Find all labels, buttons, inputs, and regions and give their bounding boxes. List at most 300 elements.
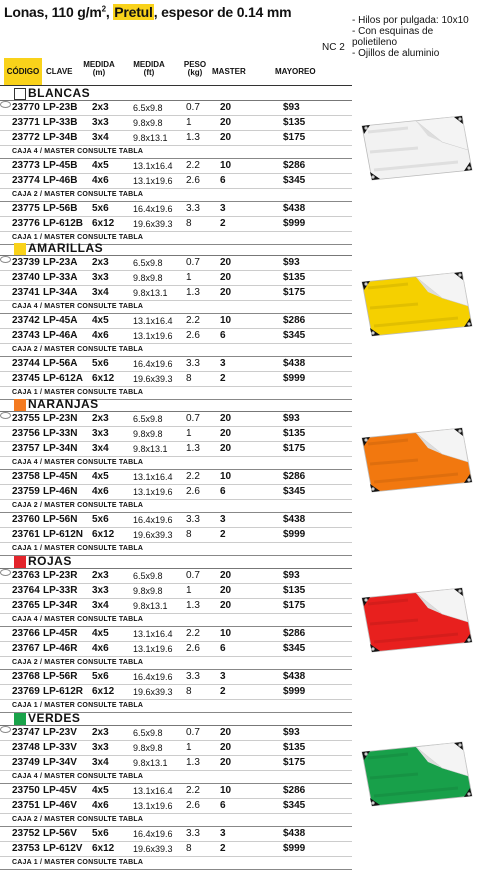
- tarp-image-amarillas: [358, 268, 476, 345]
- cell-medida-ft: 16.4x19.6: [133, 672, 173, 682]
- cell-master: 2: [220, 373, 226, 384]
- nc-label: NC 2: [322, 42, 345, 53]
- section-title: AMARILLAS: [28, 241, 104, 255]
- table-row: [0, 842, 352, 857]
- table-row: [0, 827, 352, 842]
- cell-mayoreo: $135: [283, 272, 306, 283]
- spec-item: - Ojillos de aluminio: [352, 48, 440, 59]
- cell-medida-ft: 19.6x39.3: [133, 844, 173, 854]
- caja-note: CAJA 1 / MASTER CONSULTE TABLA: [0, 232, 352, 245]
- cell-clave: LP-56B: [43, 203, 78, 214]
- cell-clave: LP-46N: [43, 486, 78, 497]
- cell-master: 3: [220, 358, 226, 369]
- table-row: [0, 116, 352, 131]
- table-row: [0, 599, 352, 614]
- cell-clave: LP-23N: [43, 413, 78, 424]
- color-swatch: [14, 88, 26, 100]
- cell-clave: LP-45V: [43, 785, 77, 796]
- cell-clave: LP-33N: [43, 428, 78, 439]
- cell-master: 10: [220, 315, 232, 326]
- cell-mayoreo: $438: [283, 514, 306, 525]
- cell-mayoreo: $175: [283, 600, 306, 611]
- cell-medida-m: 2x3: [92, 102, 109, 113]
- cell-peso: 2.6: [186, 330, 200, 341]
- table-row: [0, 513, 352, 528]
- table-row: [0, 584, 352, 599]
- cell-clave: LP-34V: [43, 757, 77, 768]
- cell-master: 6: [220, 800, 226, 811]
- cell-codigo: 23752: [12, 828, 40, 839]
- cell-mayoreo: $135: [283, 428, 306, 439]
- cell-codigo: 23757: [12, 443, 40, 454]
- cell-codigo: 23761: [12, 529, 40, 540]
- cell-master: 10: [220, 160, 232, 171]
- table-row: [0, 485, 352, 500]
- cell-medida-m: 4x5: [92, 315, 109, 326]
- cell-peso: 0.7: [186, 727, 200, 738]
- cell-medida-ft: 13.1x16.4: [133, 316, 173, 326]
- cell-medida-ft: 16.4x19.6: [133, 515, 173, 525]
- cell-peso: 1: [186, 585, 192, 596]
- color-swatch: [14, 243, 26, 255]
- cell-mayoreo: $286: [283, 471, 306, 482]
- cell-codigo: 23756: [12, 428, 40, 439]
- cell-mayoreo: $286: [283, 628, 306, 639]
- cell-medida-m: 2x3: [92, 570, 109, 581]
- cell-medida-m: 2x3: [92, 257, 109, 268]
- cell-master: 3: [220, 671, 226, 682]
- cell-clave: LP-33V: [43, 742, 77, 753]
- cell-codigo: 23745: [12, 373, 40, 384]
- title-brand: Pretul: [114, 4, 153, 20]
- header-medida-m: MEDIDA (m): [83, 60, 115, 77]
- table-row: [0, 329, 352, 344]
- cell-medida-m: 3x4: [92, 287, 109, 298]
- cell-medida-ft: 9.8x13.1: [133, 133, 168, 143]
- caja-note: CAJA 2 / MASTER CONSULTE TABLA: [0, 814, 352, 827]
- cell-mayoreo: $999: [283, 218, 306, 229]
- cell-clave: LP-46V: [43, 800, 77, 811]
- cell-medida-m: 3x3: [92, 585, 109, 596]
- caja-note: CAJA 1 / MASTER CONSULTE TABLA: [0, 700, 352, 713]
- cell-codigo: 23750: [12, 785, 40, 796]
- cell-mayoreo: $135: [283, 585, 306, 596]
- section-naranjas: [0, 397, 352, 556]
- cell-medida-ft: 19.6x39.3: [133, 530, 173, 540]
- cell-medida-m: 4x5: [92, 628, 109, 639]
- cell-master: 20: [220, 428, 232, 439]
- cell-medida-m: 4x5: [92, 160, 109, 171]
- cell-medida-ft: 13.1x16.4: [133, 629, 173, 639]
- tarp-image-verdes: [358, 738, 476, 815]
- cell-medida-ft: 9.8x9.8: [133, 586, 163, 596]
- cell-medida-ft: 19.6x39.3: [133, 687, 173, 697]
- cell-medida-m: 4x6: [92, 175, 109, 186]
- cell-codigo: 23758: [12, 471, 40, 482]
- cell-codigo: 23742: [12, 315, 40, 326]
- cell-codigo: 23740: [12, 272, 40, 283]
- cell-master: 20: [220, 287, 232, 298]
- cell-codigo: 23748: [12, 742, 40, 753]
- cell-medida-m: 3x4: [92, 757, 109, 768]
- cell-mayoreo: $345: [283, 643, 306, 654]
- cell-medida-ft: 6.5x9.8: [133, 728, 163, 738]
- table-row: [0, 470, 352, 485]
- cell-codigo: 23741: [12, 287, 40, 298]
- cell-codigo: 23743: [12, 330, 40, 341]
- table-row: [0, 286, 352, 301]
- cell-medida-ft: 13.1x16.4: [133, 786, 173, 796]
- section-header: [0, 241, 352, 256]
- cell-medida-ft: 9.8x13.1: [133, 758, 168, 768]
- cell-codigo: 23770: [12, 102, 40, 113]
- cell-medida-ft: 13.1x19.6: [133, 644, 173, 654]
- table-row: [0, 741, 352, 756]
- cell-clave: LP-33A: [43, 272, 78, 283]
- cell-medida-ft: 6.5x9.8: [133, 258, 163, 268]
- section-header: [0, 86, 352, 101]
- cell-mayoreo: $286: [283, 785, 306, 796]
- cell-peso: 8: [186, 218, 192, 229]
- caja-note: CAJA 1 / MASTER CONSULTE TABLA: [0, 387, 352, 400]
- caja-note: CAJA 1 / MASTER CONSULTE TABLA: [0, 543, 352, 556]
- cell-mayoreo: $438: [283, 671, 306, 682]
- cell-codigo: 23774: [12, 175, 40, 186]
- caja-note: CAJA 4 / MASTER CONSULTE TABLA: [0, 614, 352, 627]
- cell-master: 2: [220, 686, 226, 697]
- cell-medida-m: 4x6: [92, 643, 109, 654]
- cell-medida-m: 4x5: [92, 471, 109, 482]
- cell-peso: 1: [186, 272, 192, 283]
- cell-peso: 1: [186, 742, 192, 753]
- cell-master: 2: [220, 843, 226, 854]
- cell-medida-ft: 13.1x16.4: [133, 161, 173, 171]
- cell-peso: 8: [186, 529, 192, 540]
- caja-note: CAJA 4 / MASTER CONSULTE TABLA: [0, 146, 352, 159]
- cell-medida-m: 2x3: [92, 413, 109, 424]
- cell-peso: 8: [186, 373, 192, 384]
- section-blancas: [0, 86, 352, 245]
- cell-master: 10: [220, 785, 232, 796]
- table-row: [0, 202, 352, 217]
- header-codigo: CÓDIGO: [4, 58, 42, 85]
- section-header: [0, 554, 352, 569]
- cell-peso: 2.2: [186, 471, 200, 482]
- cell-mayoreo: $999: [283, 686, 306, 697]
- cell-mayoreo: $999: [283, 843, 306, 854]
- cell-mayoreo: $135: [283, 117, 306, 128]
- eye-icon: [0, 256, 11, 263]
- cell-peso: 8: [186, 843, 192, 854]
- cell-clave: LP-56A: [43, 358, 78, 369]
- caja-note: CAJA 4 / MASTER CONSULTE TABLA: [0, 301, 352, 314]
- cell-peso: 1.3: [186, 600, 200, 611]
- cell-master: 6: [220, 486, 226, 497]
- color-swatch: [14, 713, 26, 725]
- table-row: [0, 174, 352, 189]
- cell-clave: LP-45B: [43, 160, 78, 171]
- cell-codigo: 23772: [12, 132, 40, 143]
- cell-master: 3: [220, 514, 226, 525]
- cell-codigo: 23765: [12, 600, 40, 611]
- cell-mayoreo: $93: [283, 727, 300, 738]
- cell-clave: LP-612B: [43, 218, 84, 229]
- table-row: [0, 372, 352, 387]
- table-row: [0, 412, 352, 427]
- cell-codigo: 23773: [12, 160, 40, 171]
- cell-mayoreo: $93: [283, 257, 300, 268]
- header-clave: CLAVE: [46, 67, 73, 76]
- cell-peso: 3.3: [186, 203, 200, 214]
- cell-medida-ft: 9.8x13.1: [133, 601, 168, 611]
- cell-clave: LP-23R: [43, 570, 78, 581]
- cell-medida-m: 3x4: [92, 443, 109, 454]
- table-row: [0, 314, 352, 329]
- cell-codigo: 23768: [12, 671, 40, 682]
- table-row: [0, 217, 352, 232]
- cell-codigo: 23760: [12, 514, 40, 525]
- cell-clave: LP-46R: [43, 643, 78, 654]
- cell-medida-m: 2x3: [92, 727, 109, 738]
- cell-codigo: 23753: [12, 843, 40, 854]
- caja-note: CAJA 1 / MASTER CONSULTE TABLA: [0, 857, 352, 870]
- cell-medida-m: 4x5: [92, 785, 109, 796]
- cell-master: 20: [220, 272, 232, 283]
- cell-medida-ft: 9.8x9.8: [133, 273, 163, 283]
- tarp-image-blancas: [358, 112, 476, 189]
- caja-note: CAJA 4 / MASTER CONSULTE TABLA: [0, 771, 352, 784]
- cell-medida-ft: 16.4x19.6: [133, 204, 173, 214]
- cell-medida-ft: 9.8x9.8: [133, 118, 163, 128]
- table-row: [0, 670, 352, 685]
- cell-peso: 1.3: [186, 443, 200, 454]
- cell-medida-m: 4x6: [92, 800, 109, 811]
- cell-master: 3: [220, 828, 226, 839]
- cell-peso: 8: [186, 686, 192, 697]
- section-title: ROJAS: [28, 554, 72, 568]
- cell-medida-m: 3x3: [92, 428, 109, 439]
- cell-medida-ft: 9.8x9.8: [133, 429, 163, 439]
- cell-medida-ft: 6.5x9.8: [133, 414, 163, 424]
- cell-codigo: 23775: [12, 203, 40, 214]
- cell-peso: 2.2: [186, 160, 200, 171]
- cell-mayoreo: $438: [283, 203, 306, 214]
- cell-medida-ft: 16.4x19.6: [133, 359, 173, 369]
- cell-master: 20: [220, 727, 232, 738]
- spec-item: polietileno: [352, 37, 398, 48]
- cell-mayoreo: $438: [283, 828, 306, 839]
- cell-mayoreo: $135: [283, 742, 306, 753]
- cell-clave: LP-46A: [43, 330, 78, 341]
- cell-codigo: 23776: [12, 218, 40, 229]
- cell-medida-ft: 19.6x39.3: [133, 374, 173, 384]
- cell-medida-m: 3x4: [92, 600, 109, 611]
- section-rojas: [0, 554, 352, 713]
- cell-medida-m: 4x6: [92, 330, 109, 341]
- cell-codigo: 23751: [12, 800, 40, 811]
- section-header: [0, 397, 352, 412]
- section-verdes: [0, 711, 352, 870]
- title-post: , espesor de 0.14 mm: [153, 4, 292, 20]
- table-row: [0, 442, 352, 457]
- cell-mayoreo: $93: [283, 102, 300, 113]
- cell-medida-m: 3x3: [92, 742, 109, 753]
- caja-note: CAJA 2 / MASTER CONSULTE TABLA: [0, 500, 352, 513]
- cell-codigo: 23763: [12, 570, 40, 581]
- cell-peso: 2.2: [186, 628, 200, 639]
- table-row: [0, 256, 352, 271]
- spec-item: - Con esquinas de: [352, 26, 434, 37]
- cell-master: 20: [220, 570, 232, 581]
- cell-peso: 0.7: [186, 570, 200, 581]
- cell-mayoreo: $175: [283, 132, 306, 143]
- table-header: [0, 58, 352, 85]
- cell-medida-ft: 19.6x39.3: [133, 219, 173, 229]
- cell-master: 20: [220, 117, 232, 128]
- tarp-image-rojas: [358, 584, 476, 661]
- table-row: [0, 569, 352, 584]
- eye-icon: [0, 726, 11, 733]
- cell-peso: 2.2: [186, 785, 200, 796]
- cell-peso: 2.2: [186, 315, 200, 326]
- cell-mayoreo: $345: [283, 330, 306, 341]
- cell-medida-ft: 13.1x19.6: [133, 331, 173, 341]
- title-superscript: 2: [101, 4, 106, 14]
- header-medida-ft: MEDIDA (ft): [133, 60, 165, 77]
- caja-note: CAJA 4 / MASTER CONSULTE TABLA: [0, 457, 352, 470]
- cell-mayoreo: $345: [283, 175, 306, 186]
- cell-master: 20: [220, 102, 232, 113]
- cell-clave: LP-34R: [43, 600, 78, 611]
- caja-note: CAJA 2 / MASTER CONSULTE TABLA: [0, 189, 352, 202]
- cell-clave: LP-34A: [43, 287, 78, 298]
- cell-mayoreo: $93: [283, 413, 300, 424]
- cell-mayoreo: $286: [283, 315, 306, 326]
- cell-master: 10: [220, 628, 232, 639]
- cell-peso: 3.3: [186, 671, 200, 682]
- eye-icon: [0, 569, 11, 576]
- cell-medida-ft: 6.5x9.8: [133, 103, 163, 113]
- cell-master: 3: [220, 203, 226, 214]
- cell-medida-ft: 13.1x16.4: [133, 472, 173, 482]
- eye-icon: [0, 101, 11, 108]
- table-row: [0, 642, 352, 657]
- cell-clave: LP-56V: [43, 828, 77, 839]
- cell-master: 2: [220, 218, 226, 229]
- cell-peso: 1.3: [186, 287, 200, 298]
- cell-peso: 3.3: [186, 358, 200, 369]
- specs-list: [352, 15, 469, 59]
- section-title: BLANCAS: [28, 86, 91, 100]
- cell-medida-m: 3x3: [92, 117, 109, 128]
- cell-medida-m: 5x6: [92, 203, 109, 214]
- cell-clave: LP-612V: [43, 843, 83, 854]
- cell-mayoreo: $999: [283, 529, 306, 540]
- cell-codigo: 23744: [12, 358, 40, 369]
- cell-master: 20: [220, 443, 232, 454]
- cell-clave: LP-46B: [43, 175, 78, 186]
- cell-codigo: 23771: [12, 117, 40, 128]
- cell-master: 20: [220, 132, 232, 143]
- table-row: [0, 159, 352, 174]
- cell-mayoreo: $93: [283, 570, 300, 581]
- cell-medida-ft: 9.8x9.8: [133, 743, 163, 753]
- cell-master: 6: [220, 643, 226, 654]
- cell-peso: 1: [186, 428, 192, 439]
- cell-peso: 2.6: [186, 175, 200, 186]
- cell-clave: LP-612R: [43, 686, 84, 697]
- eye-icon: [0, 412, 11, 419]
- cell-medida-m: 5x6: [92, 671, 109, 682]
- cell-master: 20: [220, 757, 232, 768]
- section-title: VERDES: [28, 711, 81, 725]
- cell-medida-m: 6x12: [92, 686, 115, 697]
- title-separator: ,: [105, 4, 114, 20]
- cell-master: 10: [220, 471, 232, 482]
- cell-clave: LP-34N: [43, 443, 78, 454]
- cell-clave: LP-45R: [43, 628, 78, 639]
- cell-medida-m: 6x12: [92, 529, 115, 540]
- cell-master: 6: [220, 175, 226, 186]
- cell-mayoreo: $175: [283, 757, 306, 768]
- cell-mayoreo: $286: [283, 160, 306, 171]
- table-row: [0, 756, 352, 771]
- cell-clave: LP-33B: [43, 117, 78, 128]
- table-row: [0, 685, 352, 700]
- table-row: [0, 101, 352, 116]
- cell-mayoreo: $345: [283, 486, 306, 497]
- spec-item: - Hilos por pulgada: 10x10: [352, 15, 469, 26]
- cell-medida-ft: 13.1x19.6: [133, 176, 173, 186]
- cell-medida-m: 6x12: [92, 218, 115, 229]
- caja-note: CAJA 2 / MASTER CONSULTE TABLA: [0, 344, 352, 357]
- table-row: [0, 427, 352, 442]
- cell-clave: LP-45N: [43, 471, 78, 482]
- cell-peso: 3.3: [186, 828, 200, 839]
- header-mayoreo: MAYOREO: [275, 67, 316, 76]
- cell-codigo: 23739: [12, 257, 40, 268]
- cell-codigo: 23769: [12, 686, 40, 697]
- title-pre: Lonas, 110 g/m: [4, 4, 102, 20]
- header-peso: PESO (kg): [183, 60, 207, 77]
- color-swatch: [14, 556, 26, 568]
- cell-master: 20: [220, 413, 232, 424]
- tarp-image-naranjas: [358, 424, 476, 501]
- cell-clave: LP-612A: [43, 373, 84, 384]
- cell-medida-ft: 13.1x19.6: [133, 801, 173, 811]
- table-row: [0, 528, 352, 543]
- table-row: [0, 357, 352, 372]
- section-amarillas: [0, 241, 352, 400]
- cell-peso: 1.3: [186, 757, 200, 768]
- cell-mayoreo: $175: [283, 443, 306, 454]
- cell-peso: 0.7: [186, 413, 200, 424]
- cell-clave: LP-45A: [43, 315, 78, 326]
- cell-medida-m: 5x6: [92, 514, 109, 525]
- cell-master: 20: [220, 257, 232, 268]
- table-row: [0, 131, 352, 146]
- cell-mayoreo: $999: [283, 373, 306, 384]
- cell-peso: 2.6: [186, 643, 200, 654]
- cell-peso: 1.3: [186, 132, 200, 143]
- cell-mayoreo: $438: [283, 358, 306, 369]
- cell-medida-m: 3x4: [92, 132, 109, 143]
- cell-mayoreo: $175: [283, 287, 306, 298]
- cell-clave: LP-33R: [43, 585, 78, 596]
- cell-medida-m: 4x6: [92, 486, 109, 497]
- cell-medida-ft: 13.1x19.6: [133, 487, 173, 497]
- cell-master: 6: [220, 330, 226, 341]
